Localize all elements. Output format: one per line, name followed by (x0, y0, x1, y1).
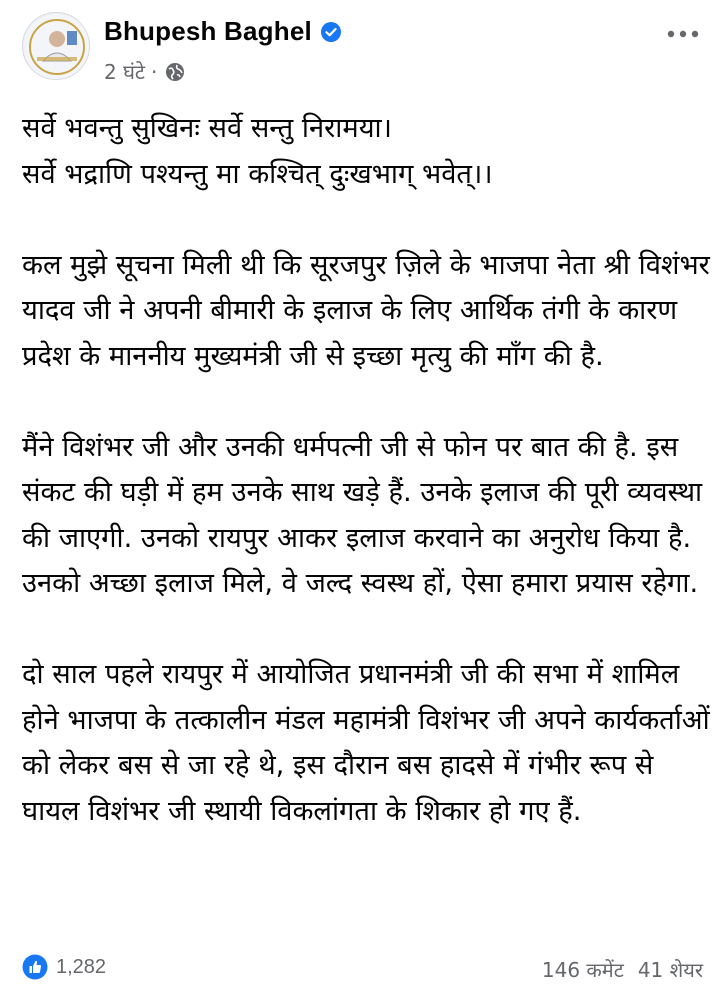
engagement-stats (542, 956, 703, 983)
more-options-icon[interactable] (665, 22, 701, 46)
globe-icon[interactable] (165, 62, 185, 82)
post-time[interactable]: 2 घंटे (104, 60, 145, 84)
post-header (0, 0, 719, 100)
avatar-image (23, 13, 90, 80)
meta-separator: · (150, 59, 158, 84)
post-footer (0, 946, 719, 991)
author-row (104, 16, 342, 47)
post-paragraph-2: कल मुझे सूचना मिली थी कि सूरजपुर ज़िले के भाजपा नेता श्री विशंभर यादव जी ने अपनी बीमारी के इलाज के लिए आर्थिक तंगी के कारण प्रदेश के माननीय मुख्यमंत्री जी से इच्छा मृत्यु की माँग की है. (22, 249, 710, 372)
post-paragraph-1: सर्वे भवन्तु सुखिनः सर्वे सन्तु निरामया। सर्वे भद्राणि पश्यन्तु मा कश्चित् दुःखभाग् भवेत्।। (22, 113, 493, 190)
post-text (22, 106, 712, 880)
reactions-summary[interactable] (22, 954, 106, 980)
like-icon (22, 954, 48, 980)
profile-avatar[interactable] (22, 12, 90, 80)
comment-count[interactable]: 146 कमेंट (541, 958, 624, 982)
post-meta (104, 58, 185, 85)
author-name[interactable]: Bhupesh Baghel (104, 16, 312, 46)
post-paragraph-3: मैंने विशंभर जी और उनकी धर्मपत्नी जी से फोन पर बात की है. इस संकट की घड़ी में हम उनके साथ खड़े हैं. उनके इलाज की पूरी व्यवस्था की जाएगी. उनको रायपुर आकर इलाज करवाने का अनुरोध किया है. उनको अच्छा इलाज मिले, वे जल्द स्वस्थ हों, ऐसा हमारा प्रयास रहेगा. (22, 431, 703, 599)
verified-badge-icon (320, 21, 342, 43)
share-count[interactable]: 41 शेयर (637, 958, 703, 982)
reaction-count: 1,282 (56, 955, 107, 978)
post-paragraph-4: दो साल पहले रायपुर में आयोजित प्रधानमंत्री जी की सभा में शामिल होने भाजपा के तत्कालीन मंडल महामंत्री विशंभर जी अपने कार्यकर्ताओं को लेकर बस से जा रहे थे, इस दौरान बस हादसे में गंभीर रूप से घायल विशंभर जी स्थायी विकलांगता के शिकार हो गए हैं. (22, 659, 710, 827)
